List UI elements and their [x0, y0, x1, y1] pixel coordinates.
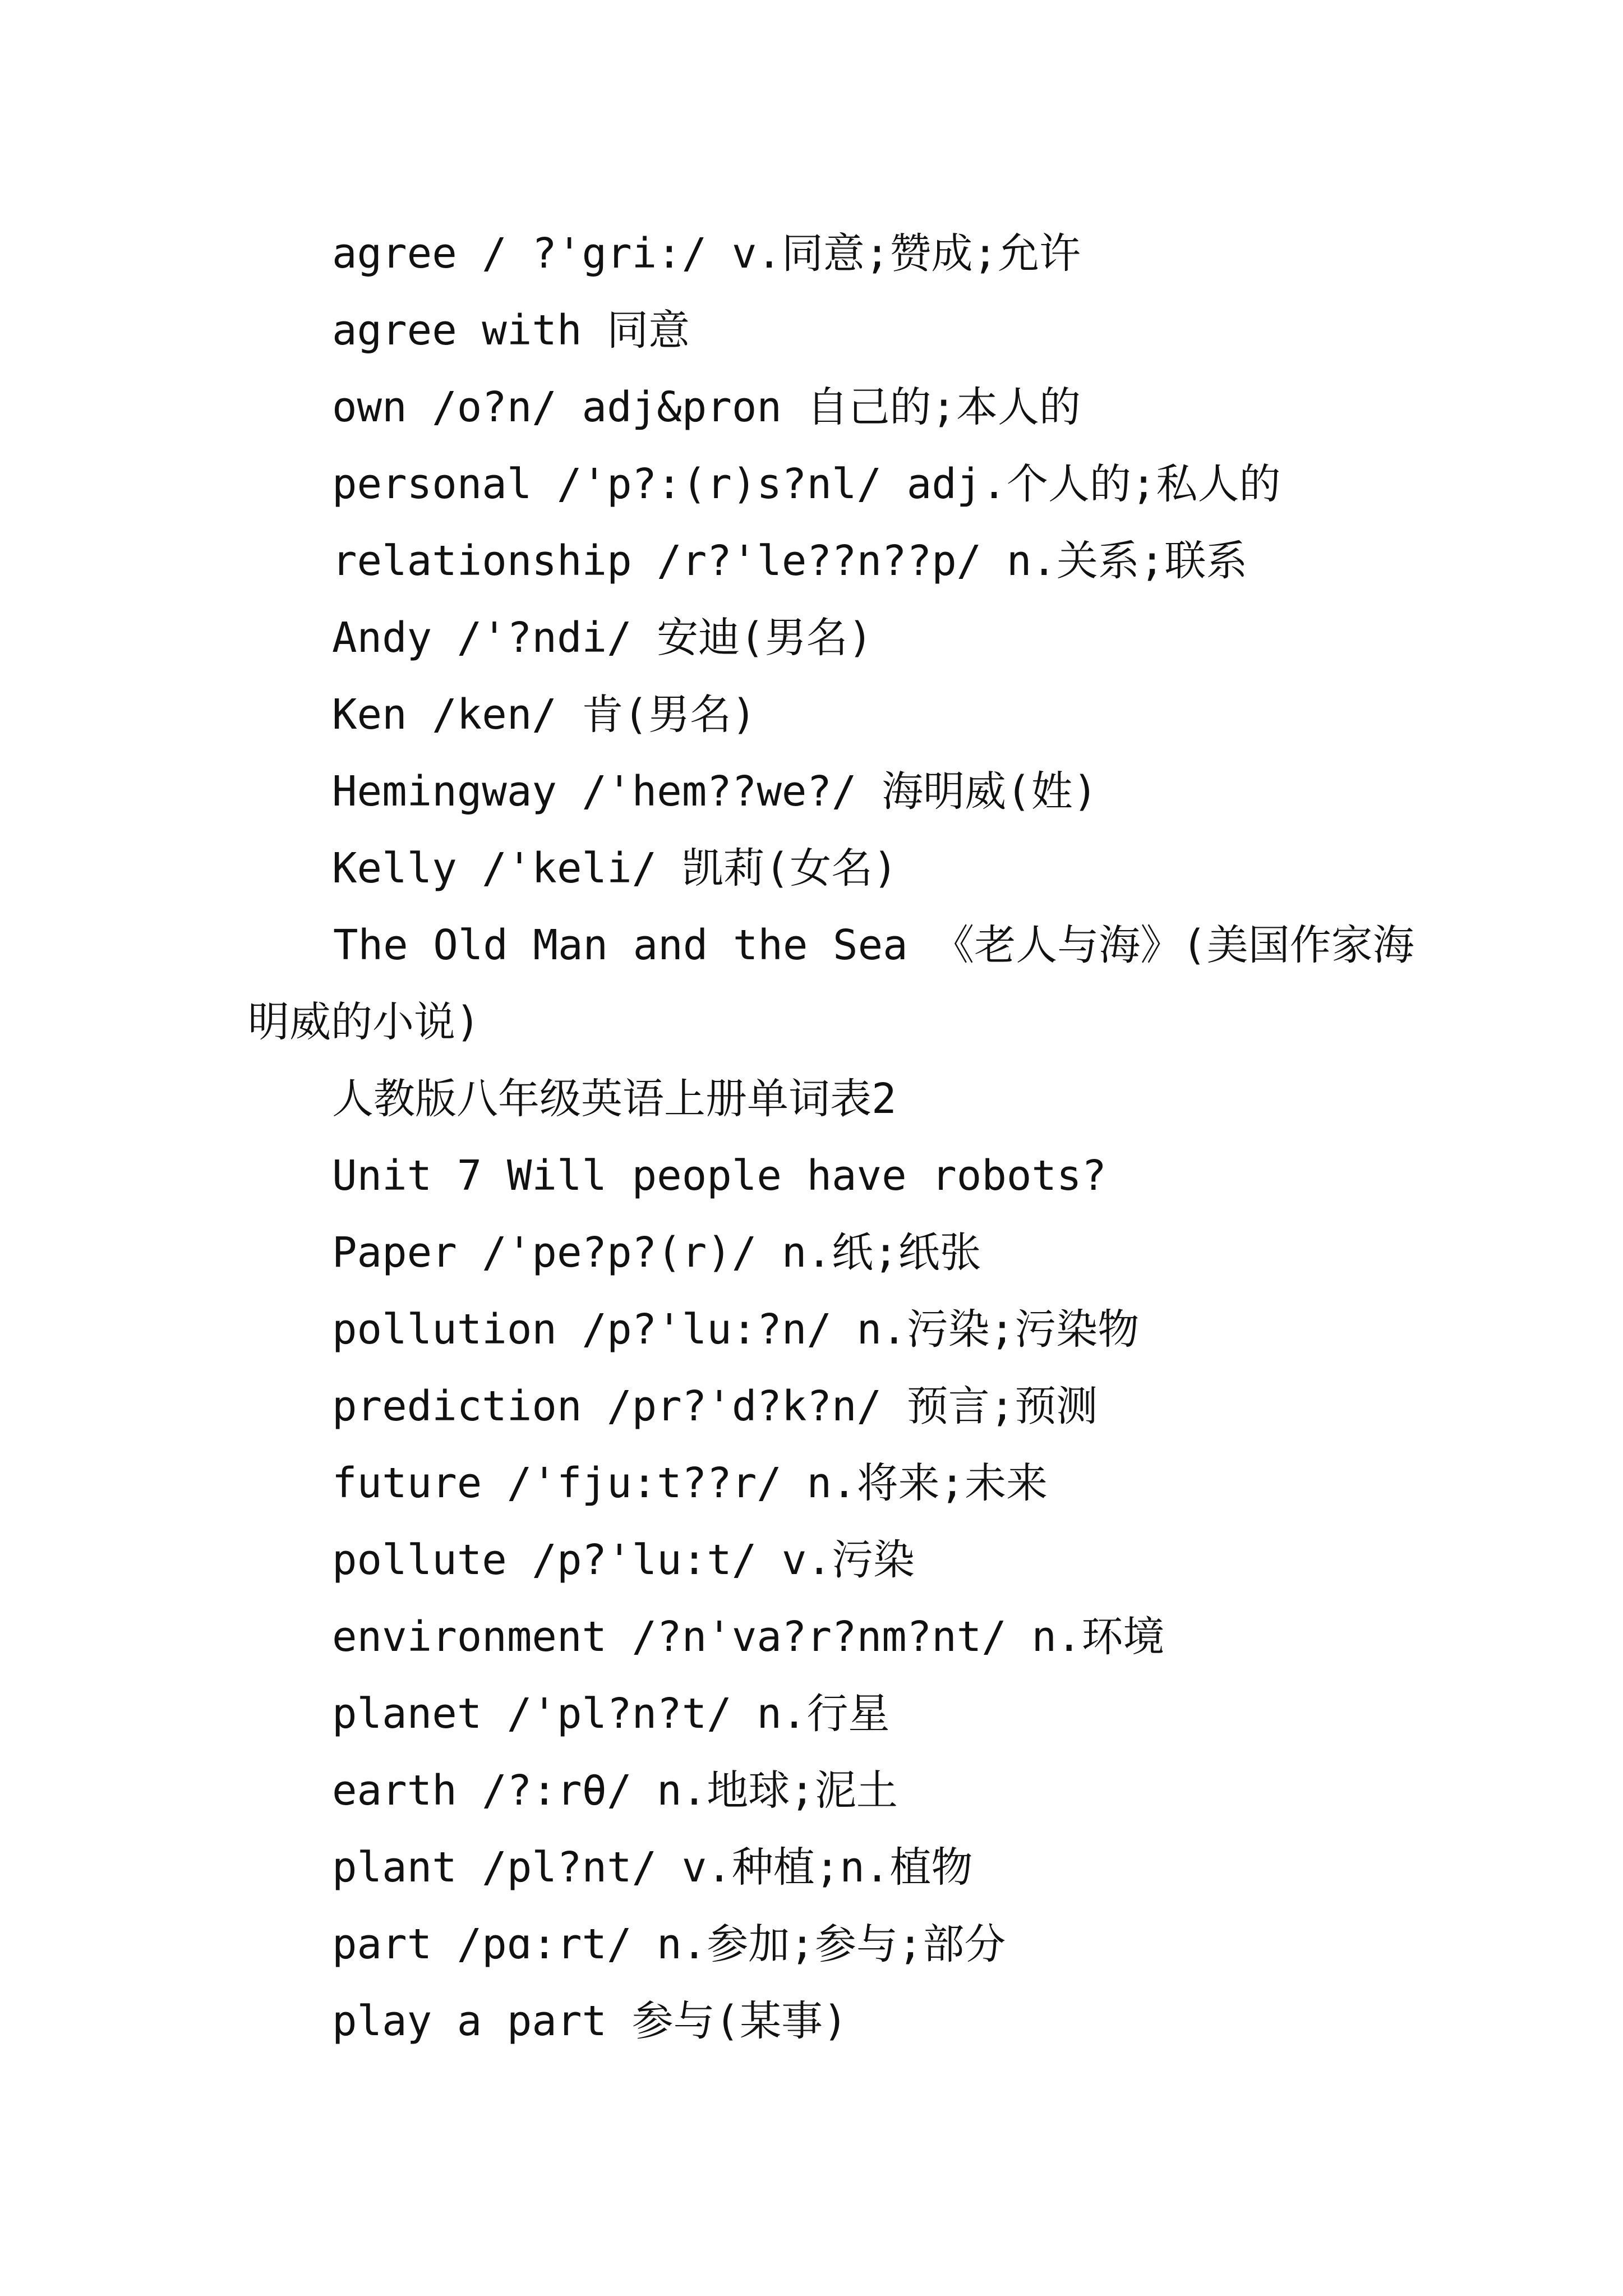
- vocab-line-agree-with: agree with 同意: [332, 306, 690, 355]
- vocab-line-old-man-and-the-sea: The Old Man and the Sea 《老人与海》(美国作家海明威的小说): [248, 921, 1414, 1046]
- vocab-line-kelly: Kelly /'keli/ 凯莉(女名): [332, 844, 898, 892]
- vocab-line-agree: agree / ?'gri:/ v.同意;赞成;允许: [332, 229, 1081, 278]
- vocab-line-future: future /'fju:t??r/ n.将来;未来: [332, 1459, 1048, 1507]
- vocab-line-prediction: prediction /pr?'d?k?n/ 预言;预测: [332, 1382, 1098, 1430]
- vocab-line-relationship: relationship /r?'le??n??p/ n.关系;联系: [332, 537, 1248, 585]
- vocab-line-planet: planet /'pl?n?t/ n.行星: [332, 1690, 890, 1738]
- vocab-line-pollute: pollute /p?'lu:t/ v.污染: [332, 1536, 915, 1584]
- vocab-line-pollution: pollution /p?'lu:?n/ n.污染;污染物: [332, 1305, 1140, 1354]
- vocab-line-ken: Ken /ken/ 肯(男名): [332, 691, 757, 739]
- vocab-line-play-a-part: play a part 参与(某事): [332, 1997, 848, 2045]
- vocab-line-andy: Andy /'?ndi/ 安迪(男名): [332, 614, 873, 662]
- vocab-line-part: part /pɑ:rt/ n.参加;参与;部分: [332, 1920, 1006, 1968]
- vocab-line-personal: personal /'p?:(r)s?nl/ adj.个人的;私人的: [332, 460, 1281, 508]
- section-heading: 人教版八年级英语上册单词表2: [332, 1075, 897, 1123]
- vocab-line-plant: plant /pl?nt/ v.种植;n.植物: [332, 1843, 973, 1892]
- vocab-line-own: own /o?n/ adj&pron 自己的;本人的: [332, 383, 1081, 431]
- vocab-line-environment: environment /?n'va?r?nm?nt/ n.环境: [332, 1613, 1165, 1661]
- vocab-line-earth: earth /?:rθ/ n.地球;泥土: [332, 1766, 898, 1815]
- unit-title: Unit 7 Will people have robots?: [332, 1152, 1107, 1200]
- vocab-line-paper: Paper /'pe?p?(r)/ n.纸;纸张: [332, 1228, 981, 1277]
- vocab-line-hemingway: Hemingway /'hem??we?/ 海明威(姓): [332, 767, 1098, 816]
